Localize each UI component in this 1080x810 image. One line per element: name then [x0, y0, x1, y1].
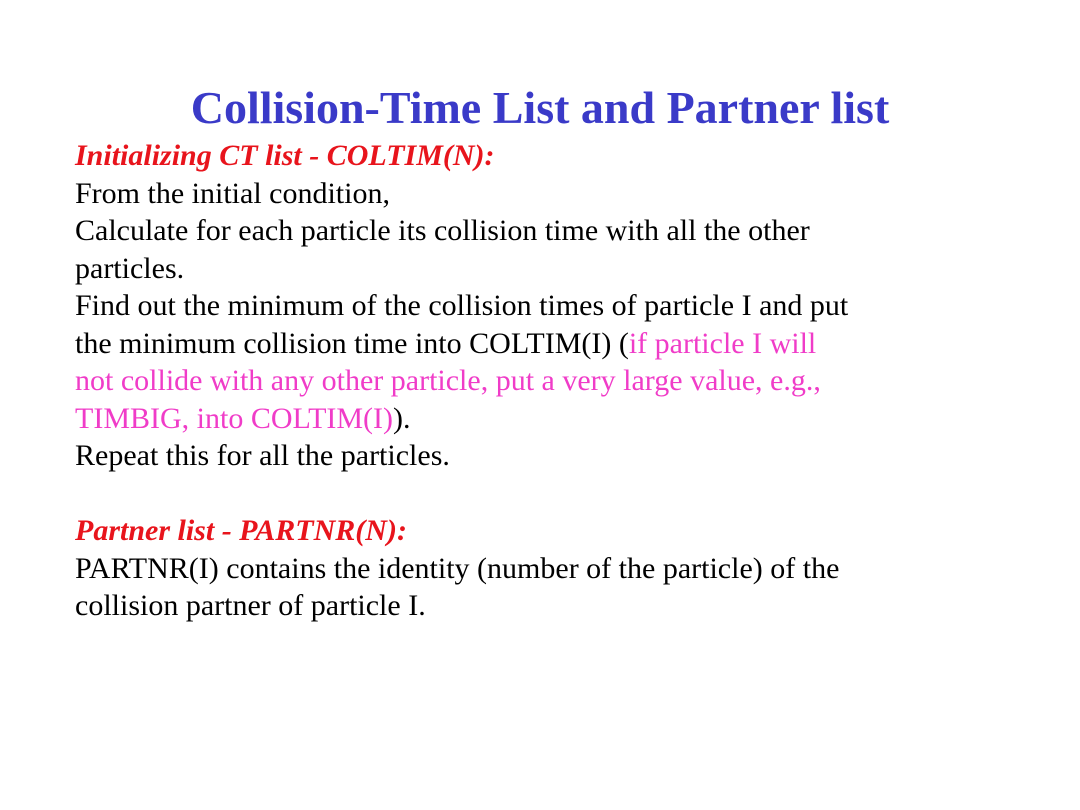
highlighted-text-line: not collide with any other particle, put a very large value, e.g., [75, 364, 821, 397]
text-line: From the initial condition, [75, 176, 390, 210]
text-line: PARTNR(I) contains the identity (number of the particle) of the [75, 551, 840, 585]
text-segment: the minimum collision time into COLTIM(I) ( [75, 326, 629, 360]
text-line [75, 325, 1035, 363]
slide-title: Collision-Time List and Partner list [190, 82, 890, 133]
slide-body [75, 137, 1035, 625]
text-line: Calculate for each particle its collision time with all the other [75, 214, 810, 247]
text-line: collision partner of particle I. [75, 589, 426, 622]
text-line: particles. [75, 251, 185, 285]
section-heading-ct-list: Initializing CT list - COLTIM(N): [75, 139, 495, 172]
highlighted-text: TIMBIG, into COLTIM(I) [75, 401, 394, 435]
section-heading-partner-list: Partner list - PARTNR(N): [75, 514, 407, 547]
highlighted-text: if particle I will [628, 326, 817, 360]
text-line [75, 400, 1035, 438]
text-line: Repeat this for all the particles. [75, 439, 450, 472]
blank-line [75, 475, 1035, 513]
text-segment: ). [393, 401, 411, 435]
text-line: Find out the minimum of the collision times of particle I and put [75, 289, 849, 322]
